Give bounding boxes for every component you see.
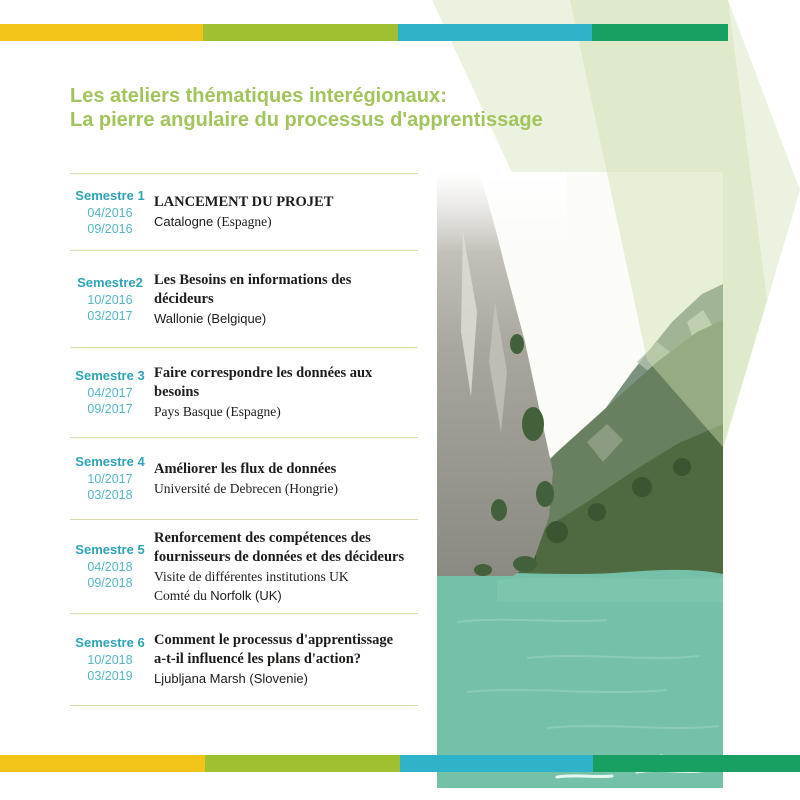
entry-content <box>150 193 418 231</box>
bottom-color-bar <box>0 755 800 772</box>
location-text-segment: Catalogne <box>154 214 217 229</box>
location-text-segment: Comté du <box>154 587 211 603</box>
semester-date: 04/2018 <box>87 560 133 574</box>
entry-content <box>150 364 418 421</box>
location-text-segment: Wallonie (Belgique) <box>154 310 267 326</box>
semester-date: 09/2016 <box>87 221 133 236</box>
entry-content <box>150 460 418 498</box>
semester-dates <box>70 652 150 684</box>
semester-label: Semestre2 <box>77 274 143 290</box>
page-title <box>70 84 543 132</box>
semester-label: Semestre 3 <box>75 368 145 383</box>
entry-title <box>154 631 418 669</box>
entry-locations <box>154 309 418 328</box>
entry-title <box>154 529 418 567</box>
semester-date: 09/2018 <box>87 576 133 590</box>
semester-label-column <box>70 542 150 591</box>
timeline-entry <box>70 437 418 519</box>
timeline-entry <box>70 250 418 347</box>
location-text-segment: Visite de différentes institutions UK <box>154 568 349 584</box>
entry-title-line: Les Besoins en informations des <box>154 271 352 288</box>
entry-location-line <box>154 479 418 498</box>
location-text-segment: Norfolk (UK) <box>210 587 282 603</box>
timeline <box>70 173 418 706</box>
entry-title <box>154 271 418 309</box>
entry-title-line: Comment le processus d'apprentissage <box>154 632 394 648</box>
semester-label-column <box>70 275 150 324</box>
timeline-entry <box>70 347 418 437</box>
entry-location-line <box>154 212 418 231</box>
semester-label: Semestre 5 <box>75 542 145 557</box>
location-text-segment: (Espagne) <box>216 214 272 229</box>
semester-date: 04/2016 <box>87 205 133 220</box>
bar-segment <box>203 24 398 41</box>
entry-title <box>154 364 418 402</box>
entry-title-line: a-t-il influencé les plans d'action? <box>154 651 362 667</box>
semester-date: 10/2018 <box>87 653 133 667</box>
semester-label: Semestre 4 <box>75 454 145 469</box>
bar-segment <box>0 755 205 772</box>
semester-date: 10/2017 <box>87 472 133 486</box>
entry-locations <box>154 479 418 498</box>
bar-segment <box>0 24 203 41</box>
semester-label-column <box>70 635 150 684</box>
entry-location-line <box>154 586 418 605</box>
bar-segment <box>398 24 592 41</box>
entry-content <box>150 529 418 605</box>
location-text-segment: Université de Debrecen (Hongrie) <box>154 480 339 496</box>
semester-label-column <box>70 368 150 417</box>
entry-location-line <box>154 309 418 328</box>
entry-title-line: Renforcement des compétences des <box>154 529 371 546</box>
entry-locations <box>154 402 418 421</box>
entry-locations <box>154 567 418 605</box>
entry-title-line: fournisseurs de données et des décideurs <box>154 548 405 565</box>
timeline-entry <box>70 613 418 706</box>
timeline-entry <box>70 173 418 250</box>
semester-date: 03/2018 <box>87 488 133 502</box>
page-title-line2: La pierre angulaire du processus d'apprentissage <box>70 109 543 131</box>
semester-label-column <box>70 188 150 237</box>
semester-label-column <box>70 454 150 503</box>
entry-location-line <box>154 567 418 586</box>
entry-title-line: Améliorer les flux de données <box>154 460 337 477</box>
semester-date: 03/2019 <box>87 669 133 683</box>
semester-date: 03/2017 <box>87 308 133 323</box>
location-text-segment: Pays Basque (Espagne) <box>154 404 281 419</box>
bar-segment <box>592 24 728 41</box>
entry-content <box>150 631 418 688</box>
location-text-segment: Ljubljana Marsh (Slovenie) <box>154 671 308 686</box>
bar-segment <box>593 755 800 772</box>
entry-locations <box>154 212 418 231</box>
entry-location-line <box>154 669 418 688</box>
semester-date: 09/2017 <box>87 402 133 416</box>
bar-segment <box>205 755 400 772</box>
timeline-entry <box>70 519 418 613</box>
semester-dates <box>70 292 150 324</box>
semester-label: Semestre 1 <box>75 187 145 203</box>
semester-dates <box>70 385 150 417</box>
semester-label: Semestre 6 <box>75 635 145 650</box>
entry-title-line: décideurs <box>154 290 214 307</box>
entry-title <box>154 193 418 212</box>
entry-location-line <box>154 402 418 421</box>
semester-date: 10/2016 <box>87 292 133 307</box>
entry-title-line: besoins <box>154 384 200 400</box>
entry-title-line: LANCEMENT DU PROJET <box>154 194 334 210</box>
semester-dates <box>70 205 150 237</box>
entry-content <box>150 271 418 328</box>
entry-title <box>154 460 418 479</box>
semester-dates <box>70 471 150 503</box>
semester-date: 04/2017 <box>87 386 133 400</box>
page-title-line1: Les ateliers thématiques interégionaux: <box>70 85 447 107</box>
bar-segment <box>400 755 593 772</box>
entry-locations <box>154 669 418 688</box>
top-color-bar <box>0 24 728 41</box>
entry-title-line: Faire correspondre les données aux <box>154 365 373 381</box>
semester-dates <box>70 559 150 591</box>
